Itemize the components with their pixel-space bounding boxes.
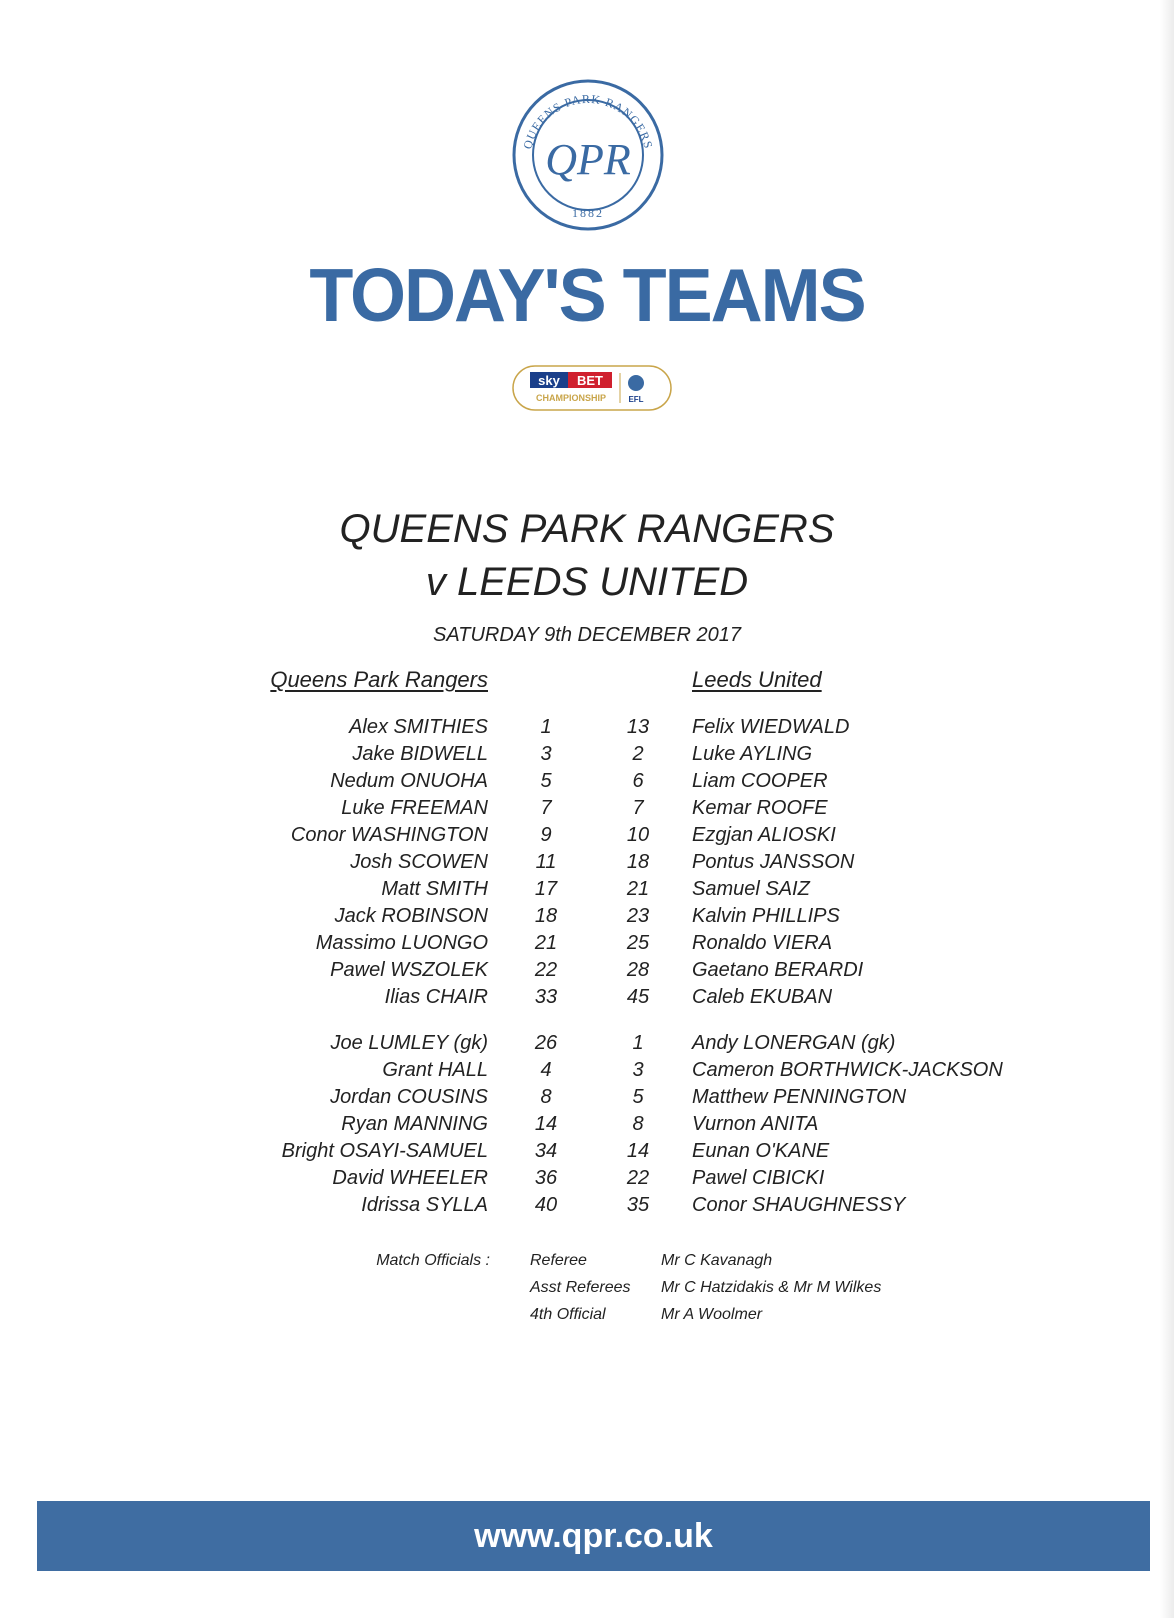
- substitute-row: [0, 1086, 1174, 1113]
- home-player-number: 9: [540, 824, 552, 846]
- home-player-number: 18: [534, 905, 558, 927]
- substitute-row: [0, 1113, 1174, 1140]
- lineup-row: [0, 932, 1174, 959]
- away-sub-name: Cameron BORTHWICK-JACKSON: [692, 1059, 1003, 1081]
- official-role: Referee: [530, 1252, 587, 1269]
- home-sub-number: 8: [540, 1086, 552, 1108]
- match-title-line2: v LEEDS UNITED: [425, 560, 749, 604]
- substitute-row: [0, 1167, 1174, 1194]
- home-sub-name: Grant HALL: [382, 1059, 488, 1081]
- away-sub-number: 35: [626, 1194, 650, 1216]
- home-player-name: Jake BIDWELL: [352, 743, 488, 765]
- lineup-row: [0, 824, 1174, 851]
- away-player-name: Ezgjan ALIOSKI: [692, 824, 836, 846]
- qpr-crest-logo: [512, 79, 664, 231]
- away-sub-name: Matthew PENNINGTON: [692, 1086, 907, 1108]
- badge-bet-text: BET: [577, 373, 603, 388]
- crest-arc-text: QUEENS PARK RANGERS: [520, 91, 656, 151]
- crest-year: 1882: [572, 206, 604, 220]
- away-player-number: 2: [632, 743, 644, 765]
- home-player-number: 3: [540, 743, 552, 765]
- away-team-heading: Leeds United: [692, 667, 822, 692]
- away-player-number: 25: [626, 932, 650, 954]
- away-player-name: Caleb EKUBAN: [692, 986, 833, 1008]
- away-player-name: Felix WIEDWALD: [692, 716, 850, 738]
- away-player-number: 21: [626, 878, 650, 900]
- home-player-number: 33: [534, 986, 558, 1008]
- away-sub-number: 5: [632, 1086, 644, 1108]
- home-player-number: 1: [540, 716, 552, 738]
- home-player-number: 11: [535, 851, 557, 873]
- official-role: Asst Referees: [530, 1279, 631, 1296]
- away-player-number: 7: [632, 797, 644, 819]
- home-player-number: 17: [534, 878, 558, 900]
- lineup-row: [0, 905, 1174, 932]
- match-title-line1: QUEENS PARK RANGERS: [339, 507, 835, 551]
- home-player-number: 22: [534, 959, 558, 981]
- home-sub-number: 34: [534, 1140, 558, 1162]
- official-name: Mr A Woolmer: [661, 1306, 763, 1323]
- home-sub-number: 26: [534, 1032, 558, 1054]
- away-sub-number: 8: [632, 1113, 644, 1135]
- home-sub-name: Ryan MANNING: [341, 1113, 488, 1135]
- lineup-row: [0, 716, 1174, 743]
- away-player-number: 6: [632, 770, 644, 792]
- away-player-number: 28: [626, 959, 650, 981]
- away-sub-number: 22: [626, 1167, 650, 1189]
- crest-monogram: QPR: [545, 135, 631, 184]
- substitute-row: [0, 1032, 1174, 1059]
- footer-band: [37, 1501, 1150, 1571]
- badge-efl-text: EFL: [628, 395, 644, 404]
- away-sub-name: Vurnon ANITA: [692, 1113, 819, 1135]
- away-sub-number: 3: [632, 1059, 644, 1081]
- home-player-number: 21: [534, 932, 558, 954]
- home-player-name: Massimo LUONGO: [315, 932, 488, 954]
- official-row: [0, 1306, 1174, 1333]
- away-player-name: Pontus JANSSON: [692, 851, 855, 873]
- official-name: Mr C Hatzidakis & Mr M Wilkes: [661, 1279, 882, 1296]
- lineup-row: [0, 770, 1174, 797]
- away-sub-number: 1: [632, 1032, 644, 1054]
- sky-bet-championship-logo: [512, 365, 672, 411]
- lineup-row: [0, 986, 1174, 1013]
- away-player-name: Liam COOPER: [692, 770, 828, 792]
- page-title: TODAY'S TEAMS: [309, 254, 865, 338]
- away-sub-name: Eunan O'KANE: [692, 1140, 830, 1162]
- home-player-number: 5: [540, 770, 552, 792]
- home-player-name: Luke FREEMAN: [341, 797, 488, 819]
- home-player-number: 7: [540, 797, 552, 819]
- home-player-name: Matt SMITH: [381, 878, 488, 900]
- away-player-number: 10: [626, 824, 650, 846]
- home-team-heading: Queens Park Rangers: [270, 667, 488, 692]
- away-sub-name: Andy LONERGAN (gk): [692, 1032, 896, 1054]
- lineup-row: [0, 797, 1174, 824]
- home-sub-number: 40: [534, 1194, 558, 1216]
- official-row: [0, 1279, 1174, 1306]
- badge-sky-text: sky: [538, 373, 560, 388]
- away-player-name: Gaetano BERARDI: [692, 959, 864, 981]
- home-sub-name: Joe LUMLEY (gk): [330, 1032, 488, 1054]
- match-officials-label: Match Officials :: [376, 1252, 490, 1269]
- substitute-row: [0, 1194, 1174, 1221]
- lineup-row: [0, 959, 1174, 986]
- official-role: 4th Official: [530, 1306, 606, 1323]
- away-sub-name: Pawel CIBICKI: [692, 1167, 825, 1189]
- away-player-name: Kemar ROOFE: [692, 797, 828, 819]
- official-row: [0, 1252, 1174, 1279]
- away-player-number: 18: [626, 851, 650, 873]
- lineup-row: [0, 878, 1174, 905]
- home-sub-name: Idrissa SYLLA: [361, 1194, 488, 1216]
- away-player-name: Kalvin PHILLIPS: [692, 905, 840, 927]
- away-player-name: Ronaldo VIERA: [692, 932, 833, 954]
- away-player-number: 45: [626, 986, 650, 1008]
- substitute-row: [0, 1059, 1174, 1086]
- home-player-name: Conor WASHINGTON: [290, 824, 488, 846]
- home-sub-number: 36: [534, 1167, 558, 1189]
- home-player-name: Pawel WSZOLEK: [330, 959, 488, 981]
- lineup-row: [0, 743, 1174, 770]
- home-sub-name: Bright OSAYI-SAMUEL: [281, 1140, 488, 1162]
- away-player-number: 13: [626, 716, 650, 738]
- away-player-name: Luke AYLING: [692, 743, 813, 765]
- home-sub-name: David WHEELER: [332, 1167, 488, 1189]
- away-player-name: Samuel SAIZ: [692, 878, 810, 900]
- lineup-row: [0, 851, 1174, 878]
- away-player-number: 23: [626, 905, 650, 927]
- away-sub-name: Conor SHAUGHNESSY: [692, 1194, 906, 1216]
- footer-url: www.qpr.co.uk: [474, 1517, 713, 1555]
- home-player-name: Alex SMITHIES: [349, 716, 488, 738]
- home-player-name: Ilias CHAIR: [384, 986, 488, 1008]
- home-sub-number: 14: [534, 1113, 558, 1135]
- away-sub-number: 14: [626, 1140, 650, 1162]
- substitute-row: [0, 1140, 1174, 1167]
- home-player-name: Jack ROBINSON: [334, 905, 488, 927]
- official-name: Mr C Kavanagh: [661, 1252, 773, 1269]
- home-player-name: Nedum ONUOHA: [330, 770, 488, 792]
- home-sub-number: 4: [540, 1059, 552, 1081]
- match-date: SATURDAY 9th DECEMBER 2017: [433, 624, 741, 646]
- badge-championship-text: CHAMPIONSHIP: [535, 393, 607, 403]
- home-player-name: Josh SCOWEN: [350, 851, 488, 873]
- home-sub-name: Jordan COUSINS: [330, 1086, 488, 1108]
